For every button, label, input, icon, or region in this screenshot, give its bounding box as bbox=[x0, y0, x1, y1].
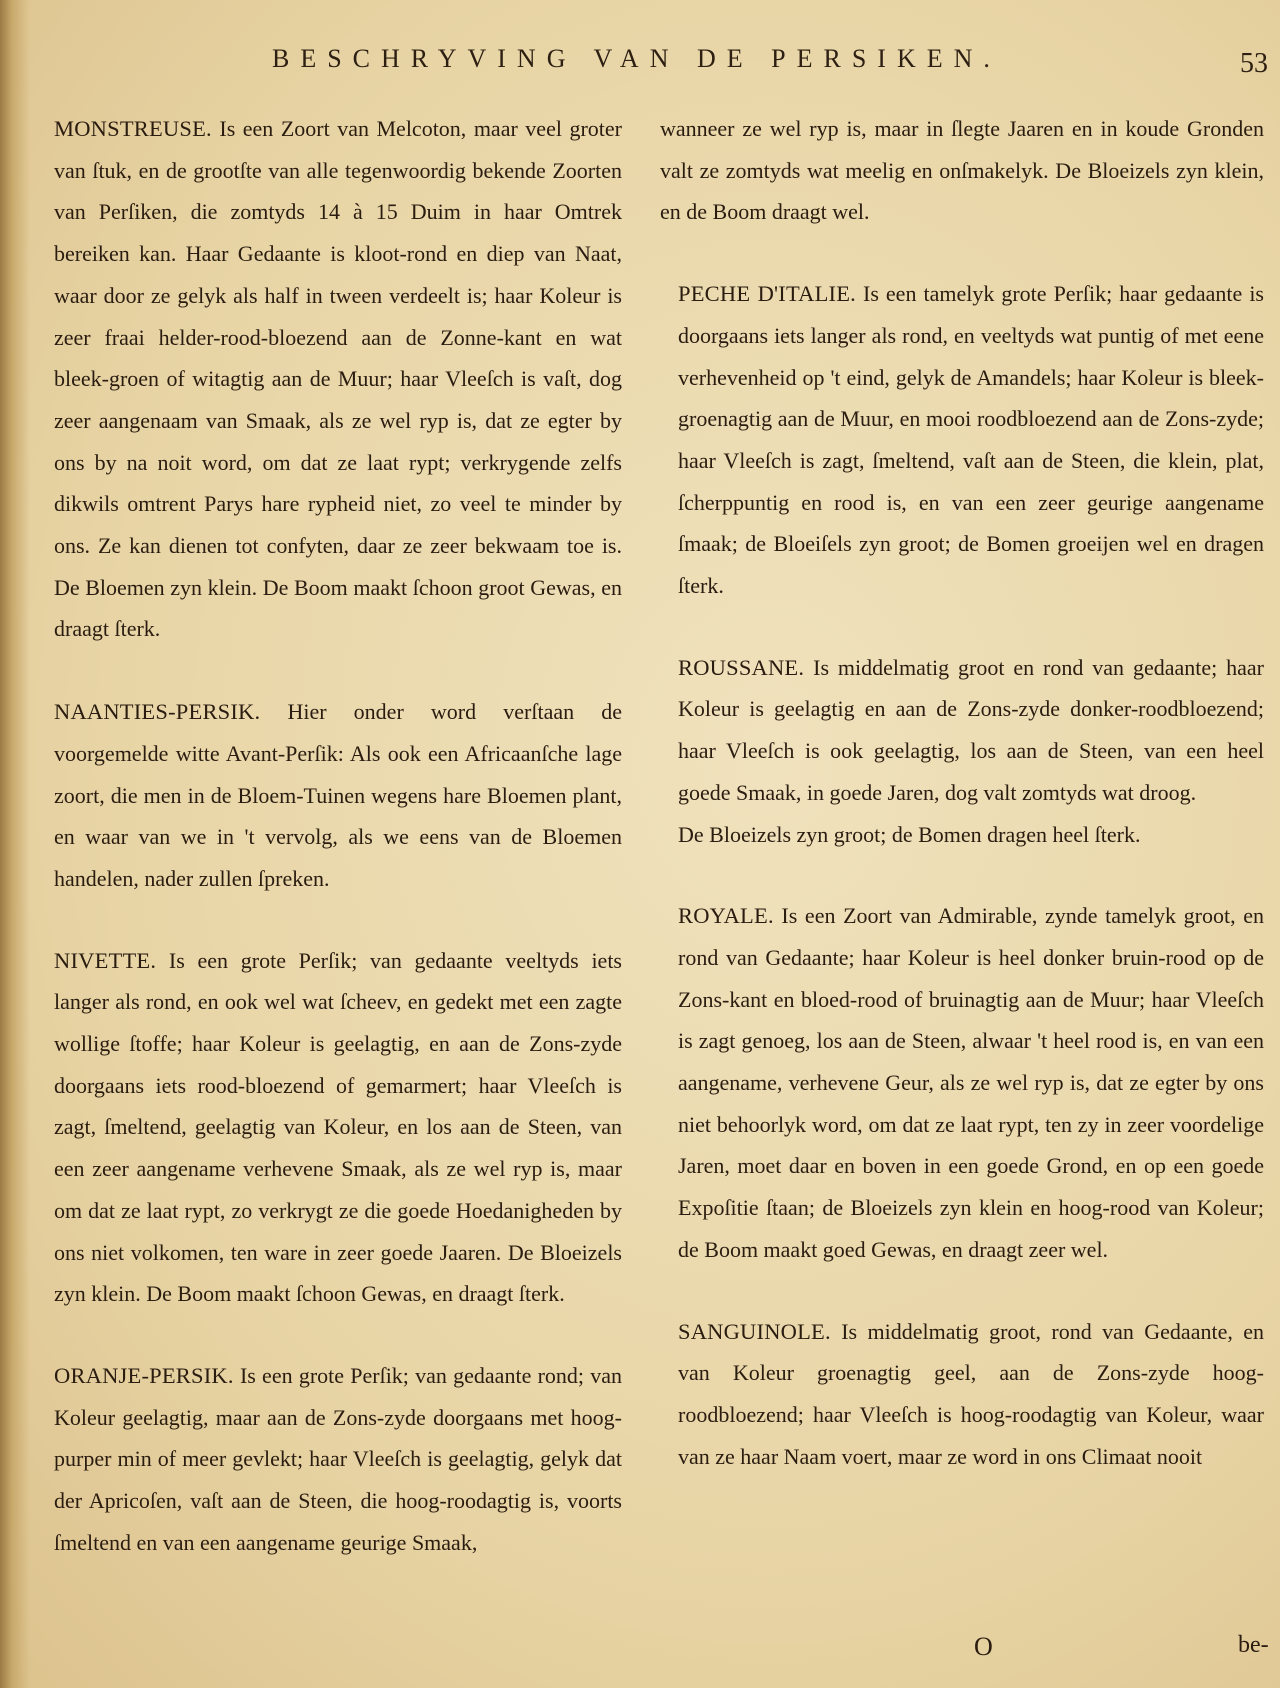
entry-text: Is een tamelyk grote Perſik; haar gedaante is doorgaans iets langer als rond, en veeltyds wat puntig of met eene verhevenheid op 't eind, gelyk de Amandels; haar Koleur is bleek-groenagtig aan de Muur, en mooi roodbloezend aan de Zons-zyde; haar Vleeſch is zagt, ſmeltend, vaſt aan de Steen, die klein, plat, ſcherppuntig en rood is, en van een zeer geurige aangename ſmaak; de Bloeiſels zyn groot; de Bomen groeijen wel en dragen ſterk. bbox=[678, 281, 1264, 599]
entry-naanties-persik bbox=[36, 691, 622, 900]
entry-text: Is middelmatig groot, rond van Gedaante, en van Koleur groenagtig geel, aan de Zons-zyde hoog-roodbloezend; haar Vleeſch is hoog-roodagtig van Koleur, waar van ze haar Naam voert, maar ze word in ons Climaat nooit bbox=[678, 1318, 1264, 1469]
entry-roussane-note bbox=[660, 814, 1264, 856]
entry-monstreuse bbox=[36, 108, 622, 650]
entry-heading: MONSTREUSE. bbox=[54, 116, 212, 141]
entry-text: Is middelmatig groot en rond van gedaante; haar Koleur is geelagtig en aan de Zons-zyde donker-roodbloezend; haar Vleeſch is ook geelagtig, los aan de Steen, van een heel goede Smaak, in goede Jaren, dog valt zomtyds wat droog. bbox=[678, 654, 1264, 805]
entry-roussane bbox=[660, 647, 1264, 814]
entry-continuation: wanneer ze wel ryp is, maar in ſlegte Jaaren en in koude Gronden valt ze zomtyds wat meelig en onſmakelyk. De Bloeizels zyn klein, en de Boom draagt wel. bbox=[660, 116, 1264, 225]
entry-heading: ROUSSANE. bbox=[678, 654, 805, 680]
catchword: be- bbox=[1238, 1632, 1269, 1658]
entry-heading: PECHE D'ITALIE. bbox=[678, 281, 856, 307]
page-title: BESCHRYVING VAN DE PERSIKEN. bbox=[272, 44, 1001, 73]
entry-heading: SANGUINOLE. bbox=[678, 1318, 831, 1344]
entry-text: De Bloeizels zyn groot; de Bomen dragen heel ſterk. bbox=[678, 821, 1141, 847]
entry-nivette bbox=[36, 940, 622, 1315]
signature-mark: O bbox=[974, 1632, 993, 1661]
entry-text: Is een Zoort van Admirable, zynde tamelyk groot, en rond van Gedaante; haar Koleur is heel donker bruin-rood op de Zons-kant en bloed-rood of bruinagtig aan de Muur; haar Vleeſch is zagt genoeg, los aan de Steen, alwaar 't heel rood is, en van een aangename, verhevene Geur, als ze wel ryp is, dat ze egter by ons niet behoorlyk word, om dat ze laat rypt, ten zy in zeer voordelige Jaren, moet daar en boven in een goede Grond, en op een goede Expoſitie ſtaan; de Bloeizels zyn klein en hoog-rood van Koleur; de Boom maakt goed Gewas, en draagt zeer wel. bbox=[678, 903, 1264, 1262]
entry-royale bbox=[660, 895, 1264, 1270]
entry-text: Is een grote Perſik; van gedaante veeltyds iets langer als rond, en ook wel wat ſcheev, en gedekt met een zagte wollige ſtoffe; haar Koleur is geelagtig, en aan de Zons-zyde doorgaans iets rood-bloezend of gemarmert; haar Vleeſch is zagt, ſmeltend, geelagtig van Koleur, en los aan de Steen, van een zeer aangename verhevene Smaak, als ze wel ryp is, maar om dat ze laat rypt, zo verkrygt ze die goede Hoedanigheden by ons niet volkomen, ten ware in zeer goede Jaaren. De Bloeizels zyn klein. De Boom maakt ſchoon Gewas, en draagt ſterk. bbox=[54, 947, 622, 1307]
entry-oranje-persik bbox=[36, 1355, 622, 1564]
entry-heading: ORANJE-PERSIK. bbox=[54, 1362, 234, 1388]
running-header bbox=[0, 44, 1280, 84]
entry-heading: NAANTIES-PERSIK. bbox=[54, 699, 261, 725]
entry-text: Hier onder word verſtaan de voorgemelde witte Avant-Perſik: Als ook een Africaanſche lage zoort, die men in de Bloem-Tuinen wegens hare Bloemen plant, en waar van we in 't vervolg, als we eens van de Bloemen handelen, nader zullen ſpreken. bbox=[54, 699, 622, 891]
left-column bbox=[36, 108, 622, 1564]
entry-heading: ROYALE. bbox=[678, 903, 774, 929]
entry-text: Is een Zoort van Melcoton, maar veel groter van ſtuk, en de grootſte van alle tegenwoordig bekende Zoorten van Perſiken, die zomtyds 14 à 15 Duim in haar Omtrek bereiken kan. Haar Gedaante is kloot-rond en diep van Naat, waar door ze gelyk als half in tween verdeelt is; haar Koleur is zeer fraai helder-rood-bloezend aan de Zonne-kant en wat bleek-groen of witagtig aan de Muur; haar Vleeſch is vaſt, dog zeer aangenaam van Smaak, als ze wel ryp is, dat ze egter by ons by na noit word, om dat ze laat rypt; verkrygende zelfs dikwils omtrent Parys hare rypheid niet, zo veel te minder by ons. Ze kan dienen tot confyten, daar ze zeer bekwaam toe is. De Bloemen zyn klein. De Boom maakt ſchoon groot Gewas, en draagt ſterk. bbox=[54, 116, 622, 642]
entry-sanguinole bbox=[660, 1311, 1264, 1478]
right-column bbox=[660, 108, 1264, 1477]
page-footer bbox=[0, 1632, 1280, 1672]
entry-heading: NIVETTE. bbox=[54, 947, 157, 973]
page-number: 53 bbox=[1240, 48, 1268, 79]
binding-shadow bbox=[0, 0, 30, 1688]
entry-text: Is een grote Perſik; van gedaante rond; van Koleur geelagtig, maar aan de Zons-zyde doorgaans met hoog-purper min of meer gevlekt; haar Vleeſch is geelagtig, gelyk dat der Apricoſen, vaſt aan de Steen, die hoog-roodagtig is, voorts ſmeltend en van een aangename geurige Smaak, bbox=[54, 1362, 622, 1555]
entry-peche-d-italie bbox=[660, 273, 1264, 607]
